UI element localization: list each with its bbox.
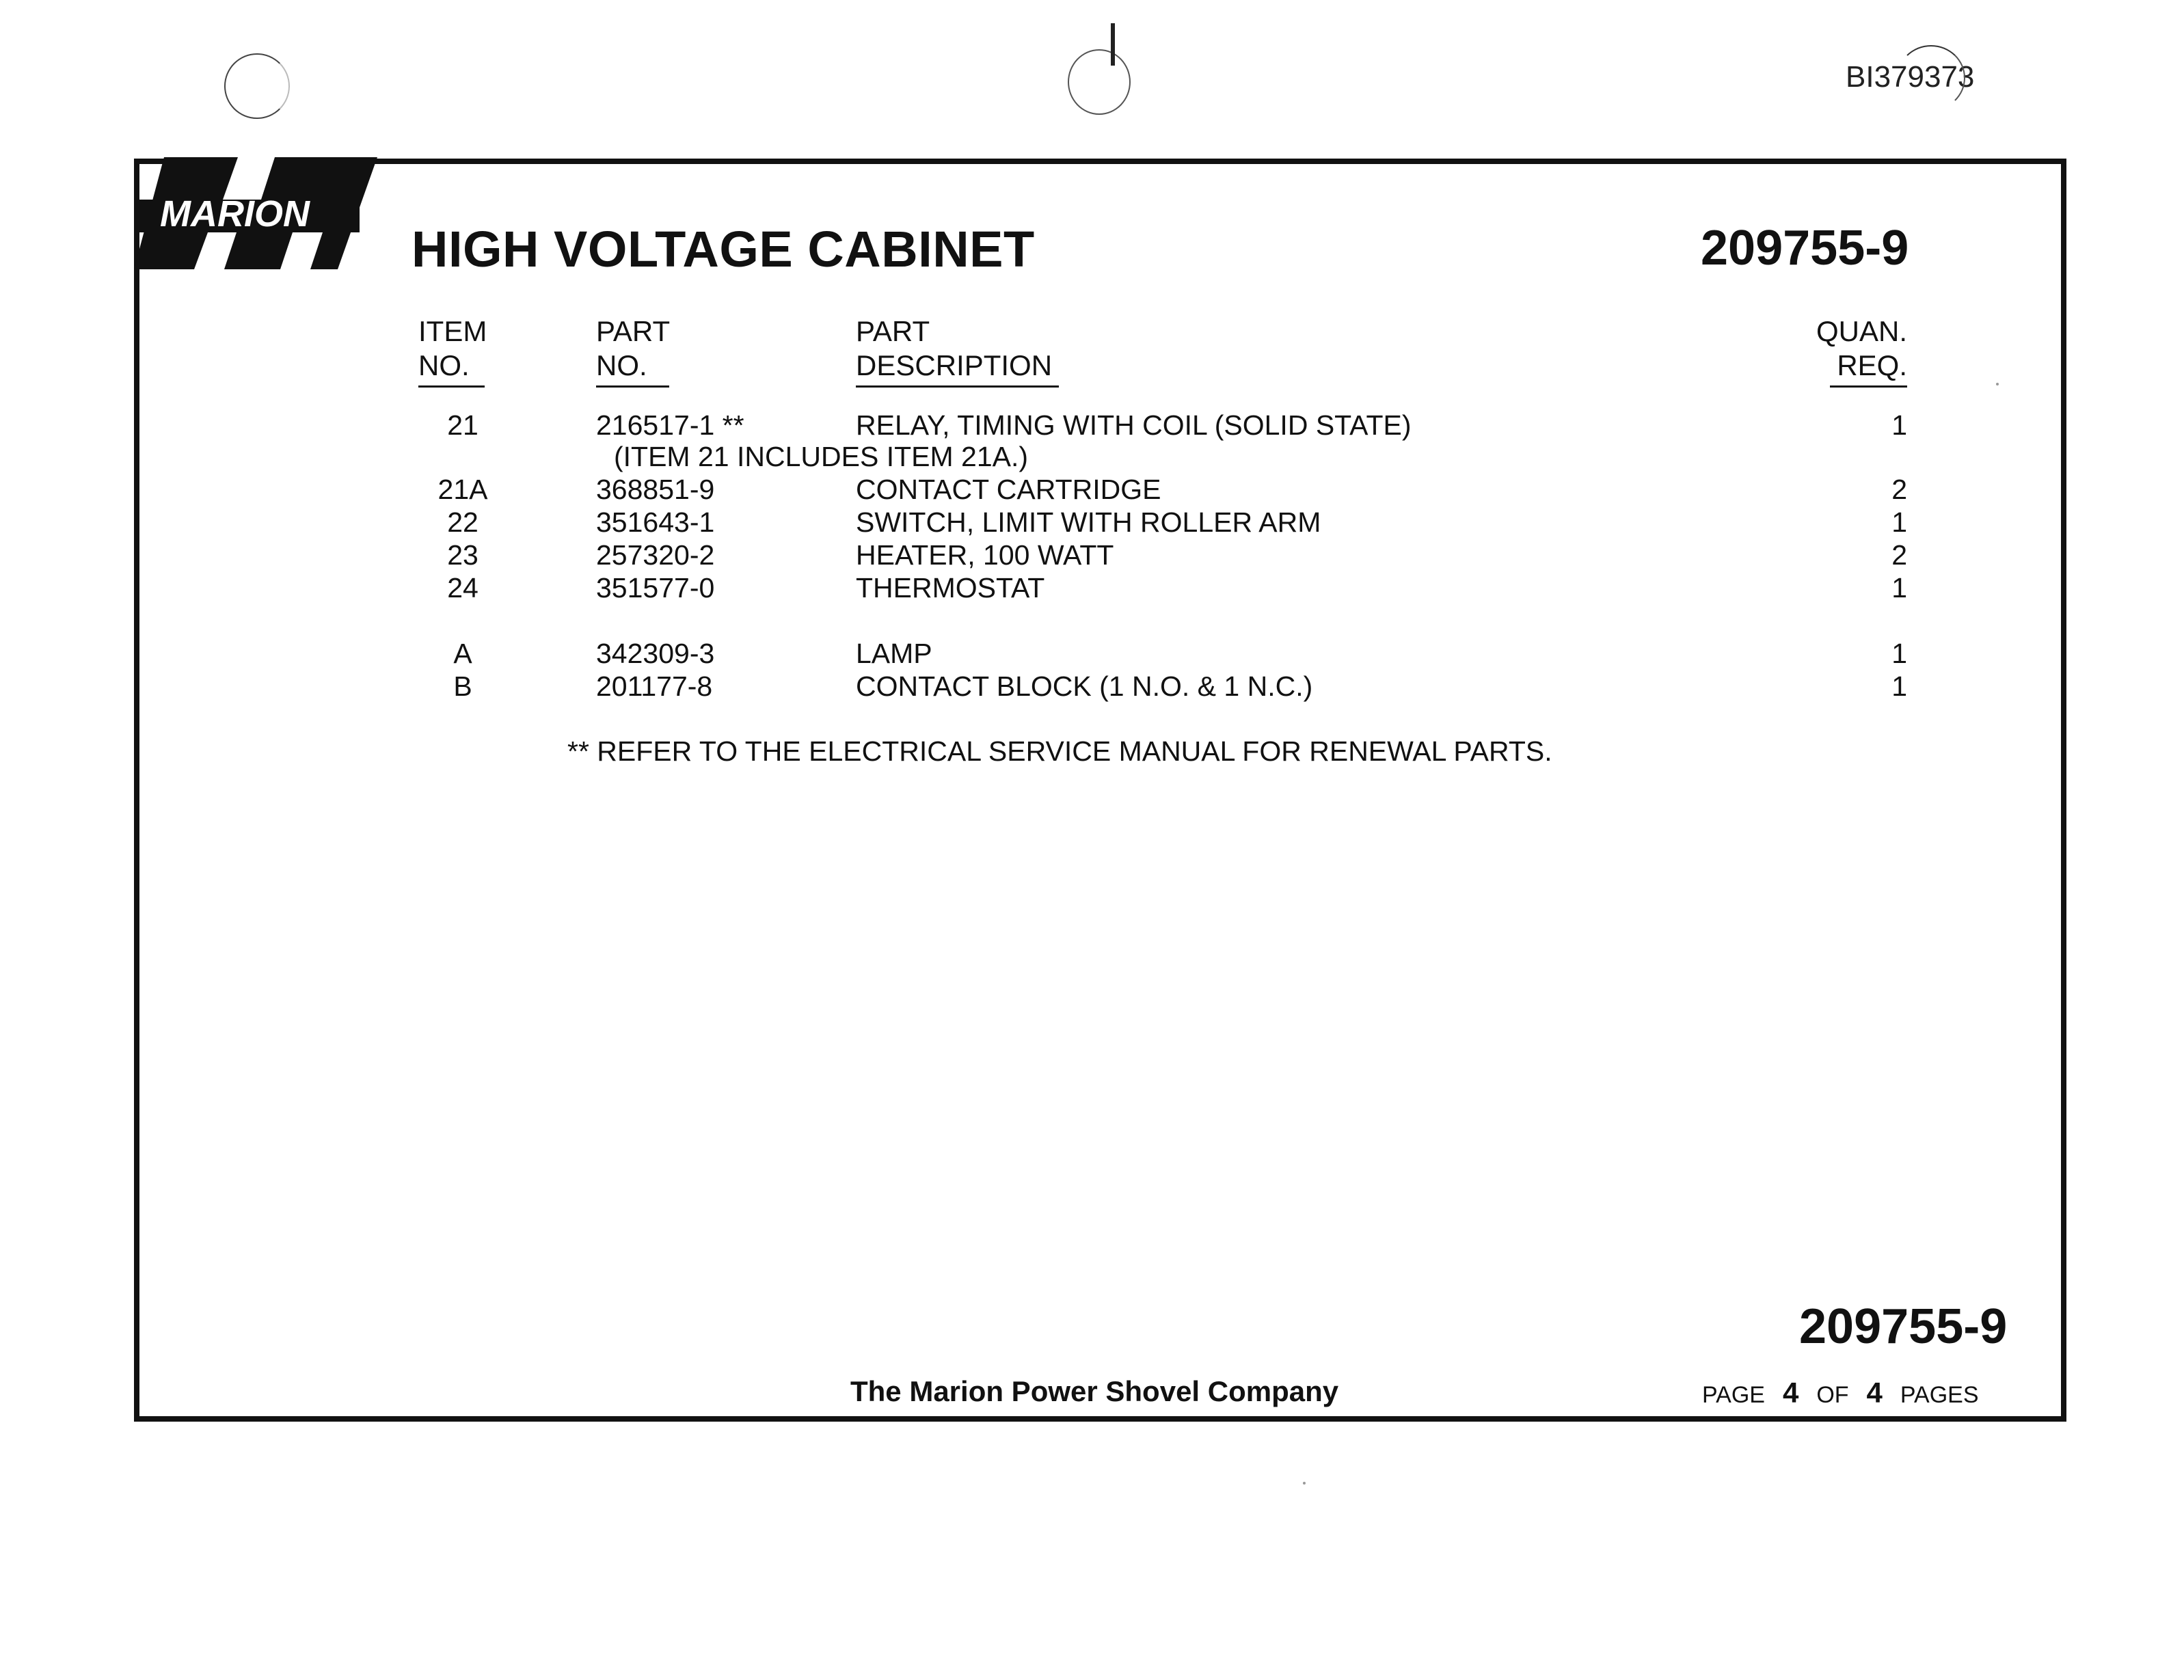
table-row-part-no: 351577-0 bbox=[596, 572, 715, 604]
qty-header-line1: QUAN. bbox=[1816, 315, 1907, 347]
column-header-quantity bbox=[1760, 314, 1907, 388]
table-row-part-no: 368851-9 bbox=[596, 474, 715, 505]
desc-header-line1: PART bbox=[856, 315, 930, 347]
table-row-description: HEATER, 100 WATT bbox=[856, 539, 1114, 571]
page-total: 4 bbox=[1866, 1377, 1883, 1409]
table-row-item: A bbox=[453, 638, 472, 669]
page-indicator bbox=[1702, 1377, 1979, 1409]
table-row-quantity: 1 bbox=[1891, 670, 1907, 702]
scan-speck bbox=[1303, 1482, 1306, 1485]
table-row-description: LAMP bbox=[856, 638, 932, 669]
desc-header-line2: DESCRIPTION bbox=[856, 349, 1059, 388]
table-row-description: THERMOSTAT bbox=[856, 572, 1045, 604]
table-row-item: B bbox=[453, 670, 472, 702]
part-header-line2: NO. bbox=[596, 349, 669, 388]
table-row-quantity: 2 bbox=[1891, 539, 1907, 571]
table-row-quantity: 1 bbox=[1891, 506, 1907, 538]
pages-label: PAGES bbox=[1900, 1382, 1979, 1408]
item-header-line2: NO. bbox=[418, 349, 485, 388]
scan-mark bbox=[1111, 23, 1115, 66]
table-row-description: RELAY, TIMING WITH COIL (SOLID STATE) bbox=[856, 409, 1412, 441]
table-row-quantity: 1 bbox=[1891, 572, 1907, 604]
table-row-part-no: 257320-2 bbox=[596, 539, 715, 571]
column-header-item bbox=[418, 314, 507, 388]
table-row-item: 21 bbox=[447, 409, 478, 441]
part-code-header: 209755-9 bbox=[1701, 221, 1909, 275]
page-title: HIGH VOLTAGE CABINET bbox=[412, 221, 1035, 277]
company-name: The Marion Power Shovel Company bbox=[850, 1375, 1339, 1407]
table-row-part-no: 351643-1 bbox=[596, 506, 715, 538]
table-row-description: CONTACT CARTRIDGE bbox=[856, 474, 1161, 505]
part-code-footer: 209755-9 bbox=[1799, 1299, 2008, 1354]
table-row-item: 23 bbox=[447, 539, 478, 571]
table-row-quantity: 1 bbox=[1891, 409, 1907, 441]
punch-hole-icon bbox=[1897, 45, 1965, 111]
document-id: BI379373 bbox=[1846, 60, 1975, 94]
page-of-label: OF bbox=[1816, 1382, 1849, 1408]
table-row-description: CONTACT BLOCK (1 N.O. & 1 N.C.) bbox=[856, 670, 1313, 702]
table-row-part-no: 342309-3 bbox=[596, 638, 715, 669]
row-note: (ITEM 21 INCLUDES ITEM 21A.) bbox=[614, 441, 1029, 472]
table-row-item: 22 bbox=[447, 506, 478, 538]
scan-speck bbox=[1996, 383, 1999, 385]
table-row-part-no: 201177-8 bbox=[596, 670, 713, 702]
table-row-part-no: 216517-1 ** bbox=[596, 409, 744, 441]
svg-text:MARION: MARION bbox=[160, 193, 310, 234]
page-label: PAGE bbox=[1702, 1382, 1765, 1408]
table-row-quantity: 2 bbox=[1891, 474, 1907, 505]
punch-hole-icon bbox=[224, 53, 290, 119]
part-header-line1: PART bbox=[596, 315, 671, 347]
table-row-description: SWITCH, LIMIT WITH ROLLER ARM bbox=[856, 506, 1321, 538]
item-header-line1: ITEM bbox=[418, 315, 487, 347]
page-current: 4 bbox=[1782, 1377, 1799, 1409]
refer-note: ** REFER TO THE ELECTRICAL SERVICE MANUAL FOR RENEWAL PARTS. bbox=[567, 735, 1552, 767]
column-header-description bbox=[856, 314, 1676, 388]
table-row-quantity: 1 bbox=[1891, 638, 1907, 669]
table-row-item: 21A bbox=[437, 474, 488, 505]
marion-logo bbox=[134, 157, 377, 269]
qty-header-line2: REQ. bbox=[1830, 349, 1907, 388]
table-row-item: 24 bbox=[447, 572, 478, 604]
punch-hole-icon bbox=[1068, 49, 1131, 115]
column-header-part-no bbox=[596, 314, 760, 388]
